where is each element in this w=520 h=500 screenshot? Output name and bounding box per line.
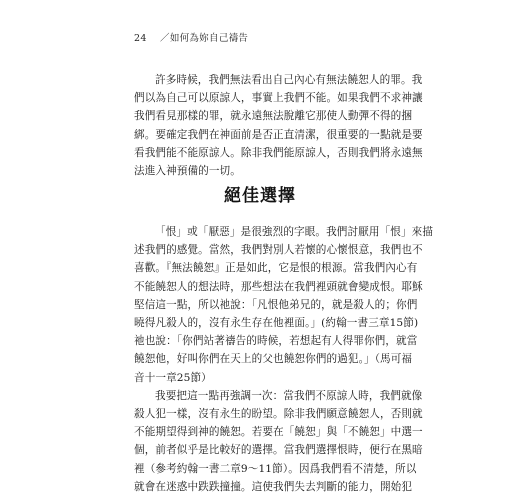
text-line: 們以為自己可以原諒人，事實上我們不能。如果我們不求神讓 bbox=[134, 92, 423, 105]
text-line: 述我們的感覺。當然，我們對別人若懷的心懷恨意，我們也不 bbox=[134, 244, 423, 257]
text-line: 殺人犯一樣，沒有永生的盼望。除非我們願意饒恕人，否則就 bbox=[134, 408, 423, 421]
text-line: 饒恕他，好叫你們在天上的父也饒恕你們的過犯。」（馬可福 bbox=[134, 353, 413, 366]
text-line: 「恨」或「厭惡」是很強烈的字眼。我們討厭用「恨」來描 bbox=[155, 226, 434, 238]
text-line: 法進入神預備的一切。 bbox=[134, 165, 241, 178]
text-line: 綁。要確定我們在神面前是否正直清潔，很重要的一點就是要 bbox=[134, 128, 423, 141]
text-line: 個，前者似乎是比較好的選擇。當我們選擇恨時，便行在黑暗 bbox=[134, 444, 423, 457]
paragraph-intro bbox=[134, 71, 423, 180]
text-line: 喜歡。『無法饒恕』正是如此，它是恨的根源。當我們內心有 bbox=[134, 262, 418, 275]
running-head bbox=[134, 30, 248, 44]
text-line: 就會在迷惑中跌跌撞撞。這使我們失去判斷的能力，開始犯 bbox=[134, 480, 413, 493]
section-heading: 絕佳選擇 bbox=[224, 186, 296, 206]
text-line: 許多時候，我們無法看出自己內心有無法饒恕人的罪。我 bbox=[155, 74, 423, 86]
text-line: 音十一章25節） bbox=[134, 371, 212, 384]
text-line: 看我們能不能原諒人。除非我們能原諒人，否則我們將永遠無 bbox=[134, 146, 423, 159]
text-line: 不能饒恕人的想法時，那些想法在我們裡頭就會變成恨。耶穌 bbox=[134, 280, 423, 293]
text-line: 我要把這一點再強調一次：當我們不原諒人時，我們就像 bbox=[155, 389, 423, 402]
text-line: 祂也說：「你們站著禱告的時候，若想起有人得罪你們，就當 bbox=[134, 335, 418, 348]
section-body bbox=[134, 223, 434, 496]
text-line: 我們看見那樣的罪，就永遠無法脫離它那使人動彈不得的捆 bbox=[134, 110, 413, 123]
book-title: ／如何為妳自己禱告 bbox=[160, 33, 249, 44]
text-line: 堅信這一點，所以祂說：「凡恨他弟兄的，就是殺人的；你們 bbox=[134, 298, 418, 311]
text-line: 不能期望得到神的饒恕。若要在「饒恕」與「不饒恕」中選一 bbox=[134, 426, 423, 439]
text-line: 曉得凡殺人的，沒有永生存在他裡面。」(約翰一書三章15節) bbox=[134, 317, 419, 330]
text-line: 裡（參考約翰一書二章9～11節）。因爲我們看不清楚，所以 bbox=[134, 462, 417, 475]
page-number: 24 bbox=[134, 33, 147, 44]
